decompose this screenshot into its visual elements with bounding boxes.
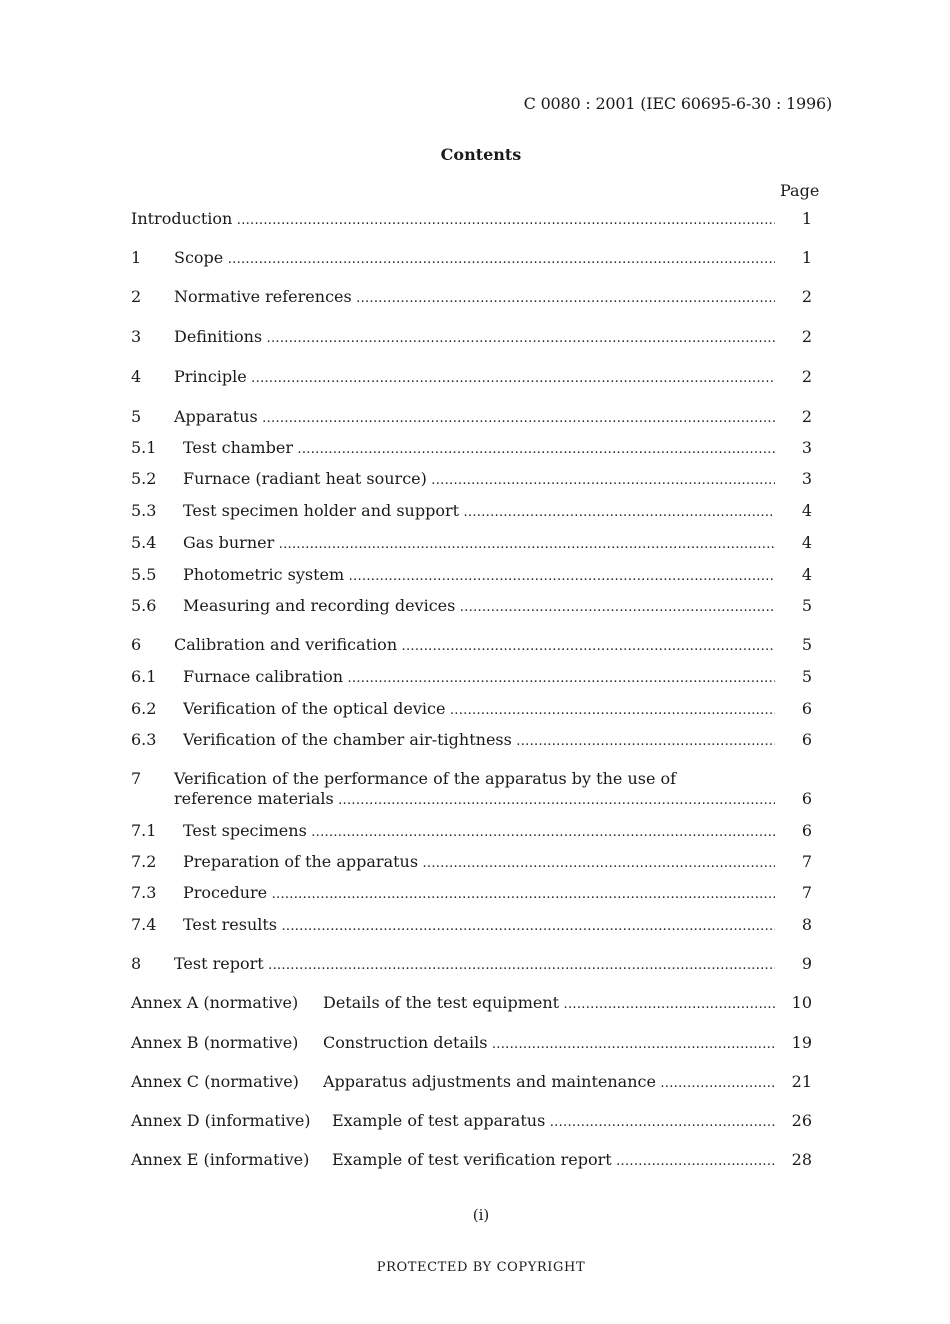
toc-entry-label: Test results ..... bbox=[183, 914, 775, 938]
toc-entry-number: 5.5 bbox=[131, 565, 157, 584]
toc-entry-number: 7.4 bbox=[131, 915, 157, 934]
toc-entry-label: reference materials ..... bbox=[174, 788, 775, 812]
toc-entry-page: 3 bbox=[801, 438, 812, 457]
page-number: (i) bbox=[472, 1206, 490, 1224]
toc-entry-page: 6 bbox=[801, 789, 812, 808]
toc-entry-number: 6.1 bbox=[131, 667, 157, 686]
toc-entry-page: 4 bbox=[801, 565, 812, 584]
toc-entry-label: Apparatus ..... bbox=[174, 406, 775, 430]
toc-entry-label: Example of test apparatus ..... bbox=[332, 1110, 775, 1134]
toc-entry-number: 5.1 bbox=[131, 438, 157, 457]
toc-entry-label: Scope ..... bbox=[174, 247, 775, 271]
toc-entry-page: 8 bbox=[801, 915, 812, 934]
toc-entry-page: 4 bbox=[801, 533, 812, 552]
toc-entry-number: 3 bbox=[131, 327, 142, 346]
toc-entry-label: Calibration and verification ..... bbox=[174, 634, 775, 658]
toc-entry-6-3[interactable] bbox=[131, 729, 812, 751]
toc-entry-number: 6.3 bbox=[131, 730, 157, 749]
toc-entry-label: Construction details ..... bbox=[323, 1032, 775, 1056]
toc-entry-label: Normative references ..... bbox=[174, 286, 775, 310]
toc-entry-label: Apparatus adjustments and maintenance ..... bbox=[323, 1071, 775, 1095]
toc-entry-number: 7.2 bbox=[131, 852, 157, 871]
toc-entry-label: Gas burner ..... bbox=[183, 532, 775, 556]
toc-entry-label-line1: Verification of the performance of the apparatus by the use of bbox=[174, 769, 677, 788]
toc-entry-page: 19 bbox=[791, 1033, 812, 1052]
toc-entry-page: 2 bbox=[801, 287, 812, 306]
toc-entry-page: 1 bbox=[801, 209, 812, 228]
toc-entry-page: 4 bbox=[801, 501, 812, 520]
toc-entry-page: 21 bbox=[791, 1072, 812, 1091]
toc-entry-label: Details of the test equipment ..... bbox=[323, 992, 775, 1016]
toc-entry-label: Test report ..... bbox=[174, 953, 775, 977]
toc-entry-number: 5.6 bbox=[131, 596, 157, 615]
toc-entry-label: Introduction ..... bbox=[131, 208, 775, 232]
toc-entry-number: 2 bbox=[131, 287, 142, 306]
toc-entry-annex-label: Annex C (normative) bbox=[131, 1072, 299, 1091]
toc-entry-number: 1 bbox=[131, 248, 142, 267]
toc-entry-7-1[interactable] bbox=[131, 820, 812, 842]
toc-entry-page: 5 bbox=[801, 596, 812, 615]
toc-entry-page: 5 bbox=[801, 667, 812, 686]
toc-entry-annex-a[interactable] bbox=[131, 992, 812, 1014]
toc-entry-page: 3 bbox=[801, 469, 812, 488]
toc-entry-annex-d[interactable] bbox=[131, 1110, 812, 1132]
toc-entry-page: 2 bbox=[801, 367, 812, 386]
toc-entry-page: 7 bbox=[801, 883, 812, 902]
toc-entry-number: 5.3 bbox=[131, 501, 157, 520]
toc-entry-principle[interactable] bbox=[131, 366, 812, 388]
copyright-notice: PROTECTED BY COPYRIGHT bbox=[376, 1260, 586, 1275]
toc-entry-page: 26 bbox=[791, 1111, 812, 1130]
toc-entry-page: 6 bbox=[801, 821, 812, 840]
toc-entry-annex-label: Annex B (normative) bbox=[131, 1033, 299, 1052]
toc-entry-label: Photometric system ..... bbox=[183, 564, 775, 588]
toc-entry-label: Furnace (radiant heat source) ..... bbox=[183, 468, 775, 492]
toc-entry-normative-references[interactable] bbox=[131, 286, 812, 308]
toc-entry-number: 7.1 bbox=[131, 821, 157, 840]
toc-entry-6-1[interactable] bbox=[131, 666, 812, 688]
toc-entry-7-3[interactable] bbox=[131, 882, 812, 904]
toc-entry-7-4[interactable] bbox=[131, 914, 812, 936]
toc-entry-page: 10 bbox=[791, 993, 812, 1012]
toc-entry-page: 5 bbox=[801, 635, 812, 654]
toc-entry-annex-b[interactable] bbox=[131, 1032, 812, 1054]
toc-entry-introduction[interactable] bbox=[131, 208, 812, 230]
toc-entry-5-6[interactable] bbox=[131, 595, 812, 617]
toc-entry-label: Procedure ..... bbox=[183, 882, 775, 906]
toc-entry-verification-performance-line1[interactable] bbox=[131, 768, 812, 790]
toc-entry-label: Test chamber ..... bbox=[183, 437, 775, 461]
toc-entry-6-2[interactable] bbox=[131, 698, 812, 720]
toc-entry-annex-label: Annex E (informative) bbox=[131, 1150, 310, 1169]
toc-entry-number: 8 bbox=[131, 954, 142, 973]
toc-entry-page: 7 bbox=[801, 852, 812, 871]
toc-entry-annex-c[interactable] bbox=[131, 1071, 812, 1093]
toc-entry-label: Verification of the optical device ..... bbox=[183, 698, 775, 722]
toc-entry-7-2[interactable] bbox=[131, 851, 812, 873]
document-id-header: C 0080 : 2001 (IEC 60695-6-30 : 1996) bbox=[523, 94, 832, 113]
toc-entry-number: 5 bbox=[131, 407, 142, 426]
page-title: Contents bbox=[440, 145, 522, 164]
toc-entry-number: 7 bbox=[131, 769, 142, 788]
toc-entry-test-report[interactable] bbox=[131, 953, 812, 975]
toc-entry-number: 6 bbox=[131, 635, 142, 654]
toc-entry-scope[interactable] bbox=[131, 247, 812, 269]
toc-entry-label: Test specimens ..... bbox=[183, 820, 775, 844]
toc-entry-page: 28 bbox=[791, 1150, 812, 1169]
toc-entry-label: Example of test verification report ..... bbox=[332, 1149, 775, 1173]
toc-entry-number: 5.4 bbox=[131, 533, 157, 552]
toc-entry-page: 6 bbox=[801, 699, 812, 718]
toc-entry-annex-label: Annex D (informative) bbox=[131, 1111, 311, 1130]
toc-entry-page: 9 bbox=[801, 954, 812, 973]
toc-entry-page: 2 bbox=[801, 407, 812, 426]
toc-entry-number: 5.2 bbox=[131, 469, 157, 488]
toc-entry-5-1[interactable] bbox=[131, 437, 812, 459]
toc-entry-label: Preparation of the apparatus ..... bbox=[183, 851, 775, 875]
toc-entry-annex-label: Annex A (normative) bbox=[131, 993, 299, 1012]
toc-entry-label: Verification of the chamber air-tightness ..... bbox=[183, 729, 775, 753]
toc-entry-calibration[interactable] bbox=[131, 634, 812, 656]
toc-entry-5-3[interactable] bbox=[131, 500, 812, 522]
toc-entry-page: 6 bbox=[801, 730, 812, 749]
toc-entry-annex-e[interactable] bbox=[131, 1149, 812, 1171]
toc-entry-apparatus[interactable] bbox=[131, 406, 812, 428]
page-column-label: Page bbox=[780, 181, 820, 200]
toc-entry-verification-performance-line2[interactable] bbox=[131, 788, 812, 810]
toc-entry-5-5[interactable] bbox=[131, 564, 812, 586]
toc-entry-5-4[interactable] bbox=[131, 532, 812, 554]
toc-entry-number: 6.2 bbox=[131, 699, 157, 718]
toc-entry-label: Definitions ..... bbox=[174, 326, 775, 350]
toc-entry-page: 1 bbox=[801, 248, 812, 267]
toc-entry-5-2[interactable] bbox=[131, 468, 812, 490]
toc-entry-label: Test specimen holder and support ..... bbox=[183, 500, 775, 524]
toc-entry-definitions[interactable] bbox=[131, 326, 812, 348]
toc-entry-number: 4 bbox=[131, 367, 142, 386]
toc-entry-label: Measuring and recording devices ..... bbox=[183, 595, 775, 619]
toc-entry-number: 7.3 bbox=[131, 883, 157, 902]
toc-entry-label: Principle ..... bbox=[174, 366, 775, 390]
toc-entry-label: Furnace calibration ..... bbox=[183, 666, 775, 690]
toc-entry-page: 2 bbox=[801, 327, 812, 346]
